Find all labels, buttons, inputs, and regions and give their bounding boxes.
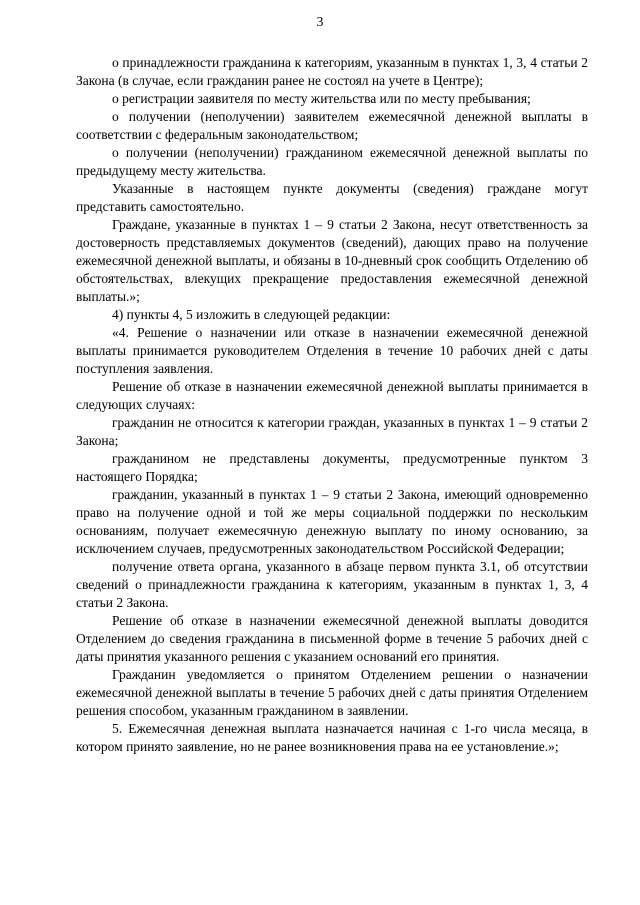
- paragraph-refusal-case-multiple-grounds: гражданин, указанный в пунктах 1 – 9 статьи 2 Закона, имеющий одновременно право на получение одной и той же меры социальной поддержки по нескольким основаниям, получает ежемесячную денежную выплату по иному основанию, за исключением случаев, предусмотренных законодательством Российской Федерации;: [76, 487, 588, 556]
- paragraph-registration-info: о регистрации заявителя по месту жительства или по месту пребывания;: [112, 91, 531, 106]
- paragraph-refusal-cases-intro: Решение об отказе в назначении ежемесячной денежной выплаты принимается в следующих случаях:: [76, 379, 588, 412]
- paragraph-refusal-case-agency-response: получение ответа органа, указанного в абзаце первом пункта 3.1, об отсутствии сведений о принадлежности гражданина к категориям, указанным в пунктах 1, 3, 4 статьи 2 Закона.: [76, 559, 588, 610]
- paragraph-amendment-item-4: 4) пункты 4, 5 изложить в следующей редакции:: [112, 307, 391, 322]
- paragraph-federal-payment-info: о получении (неполучении) заявителем ежемесячной денежной выплаты в соответствии с федеральным законодательством;: [76, 109, 588, 142]
- paragraph-refusal-case-category: гражданин не относится к категории граждан, указанных в пунктах 1 – 9 статьи 2 Закона;: [76, 415, 588, 448]
- paragraph-citizen-responsibility: Граждане, указанные в пунктах 1 – 9 статьи 2 Закона, несут ответственность за достоверность представляемых документов (сведений), дающих право на получение ежемесячной денежной выплаты, и обязаны в 10-дневный срок сообщить Отделению об обстоятельствах, влекущих прекращение предоставления ежемесячной денежной выплаты.»;: [76, 217, 588, 304]
- paragraph-refusal-notification: Решение об отказе в назначении ежемесячной денежной выплаты доводится Отделением до сведения гражданина в письменной форме в течение 5 рабочих дней с даты принятия указанного решения с указанием оснований его принятия.: [76, 613, 588, 664]
- paragraph-previous-residence-info: о получении (неполучении) гражданином ежемесячной денежной выплаты по предыдущему месту жительства.: [76, 145, 588, 178]
- page-number: 3: [316, 14, 324, 29]
- paragraph-category-info: о принадлежности гражданина к категориям, указанным в пунктах 1, 3, 4 статьи 2 Закона (в случае, если гражданин ранее не состоял на учете в Центре);: [76, 55, 588, 88]
- paragraph-refusal-case-documents: гражданином не представлены документы, предусмотренные пунктом 3 настоящего Порядка;: [76, 451, 588, 484]
- paragraph-self-submission: Указанные в настоящем пункте документы (сведения) граждане могут представить самостоятельно.: [76, 181, 588, 214]
- document-body: [76, 54, 588, 756]
- paragraph-grant-notification: Гражданин уведомляется о принятом Отделением решении о назначении ежемесячной денежной выплаты в течение 5 рабочих дней с даты принятия Отделением решения способом, указанным гражданином в заявлении.: [76, 667, 588, 718]
- paragraph-decision-term: «4. Решение о назначении или отказе в назначении ежемесячной денежной выплаты принимается руководителем Отделения в течение 10 рабочих дней с даты поступления заявления.: [76, 325, 588, 376]
- paragraph-payment-start: 5. Ежемесячная денежная выплата назначается начиная с 1-го числа месяца, в котором принято заявление, но не ранее возникновения права на ее установление.»;: [76, 721, 588, 754]
